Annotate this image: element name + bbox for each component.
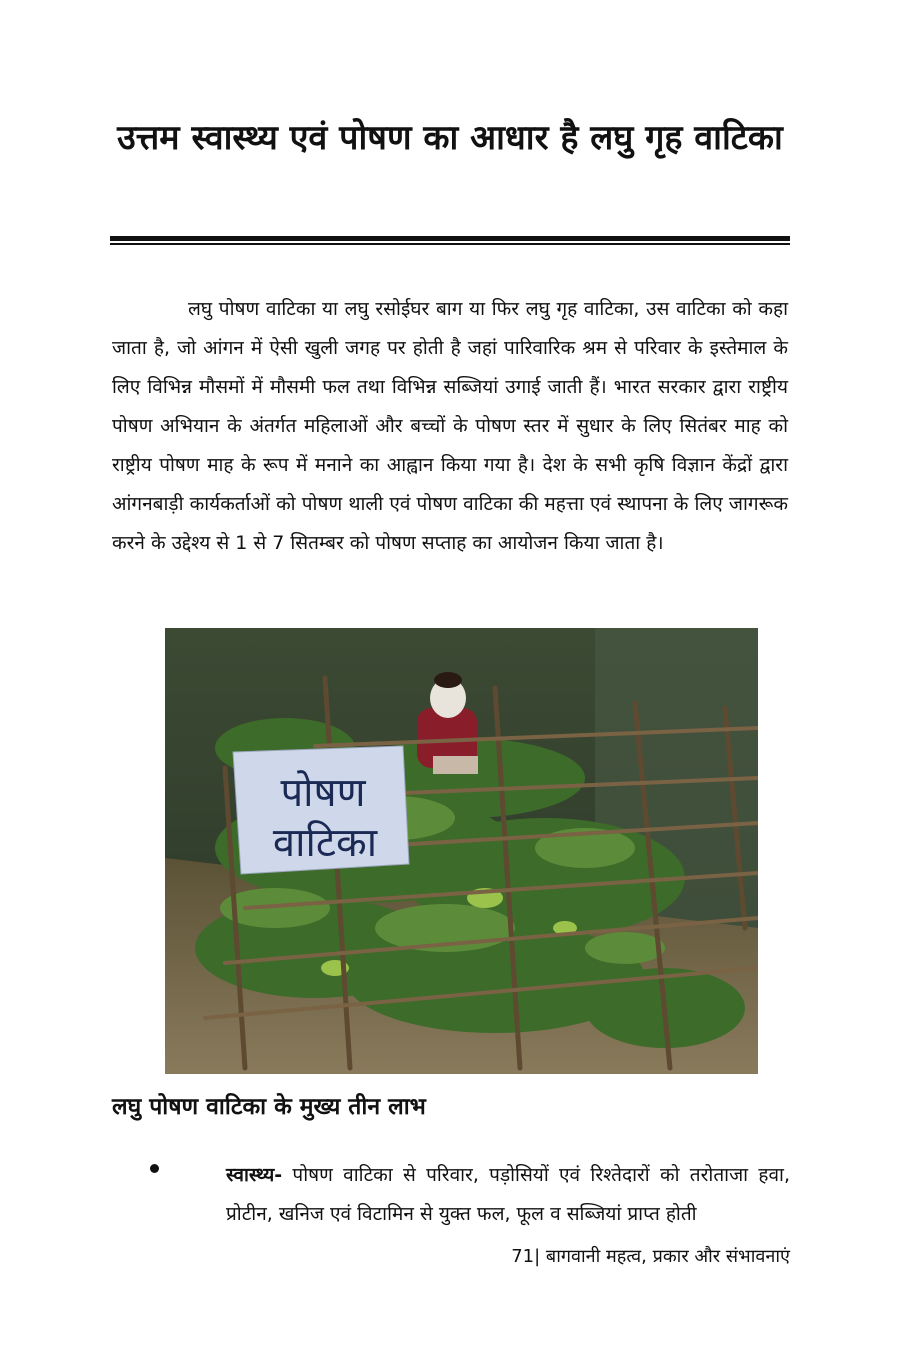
section-heading: लघु पोषण वाटिका के मुख्य तीन लाभ [112,1094,426,1120]
sign-text-line2: वाटिका [272,820,378,866]
bullet-term: स्वास्थ्य- [226,1164,283,1186]
sign-board [233,746,409,874]
page-title: उत्तम स्वास्थ्य एवं पोषण का आधार है लघु गृह वाटिका [117,118,783,158]
nutrition-garden-photo [165,628,758,1074]
bullet-icon [150,1164,159,1173]
title-divider-thin [110,243,790,245]
bullet-body: पोषण वाटिका से परिवार, पड़ोसियों एवं रिश्तेदारों को तरोताजा हवा, प्रोटीन, खनिज एवं विटामिन से युक्त फल, फूल व सब्जियां प्राप्त होती [226,1164,790,1225]
intro-paragraph: लघु पोषण वाटिका या लघु रसोईघर बाग या फिर लघु गृह वाटिका, उस वाटिका को कहा जाता है, जो आंगन में ऐसी खुली जगह पर होती है जहां पारिवारिक श्रम से परिवार के इस्तेमाल के लिए विभिन्न मौसमों में मौसमी फल तथा विभिन्न सब्जियां उगाई जाती हैं। भारत सरकार द्वारा राष्ट्रीय पोषण अभियान के अंतर्गत महिलाओं और बच्चों के पोषण स्तर में सुधार के लिए सितंबर माह को राष्ट्रीय पोषण माह के रूप में मनाने का आह्वान किया गया है। देश के सभी कृषि विज्ञान केंद्रों द्वारा आंगनबाड़ी कार्यकर्ताओं को पोषण थाली एवं पोषण वाटिका की महत्ता एवं स्थापना के लिए जागरूक करने के उद्देश्य से 1 से 7 सितम्बर को पोषण सप्ताह का आयोजन किया जाता है। [112,298,788,554]
bullet-item [226,1156,790,1234]
title-divider-thick [110,236,790,241]
sign-text-line1: पोषण [280,770,366,816]
page-footer: 71| बागवानी महत्व, प्रकार और संभावनाएं [511,1246,790,1267]
